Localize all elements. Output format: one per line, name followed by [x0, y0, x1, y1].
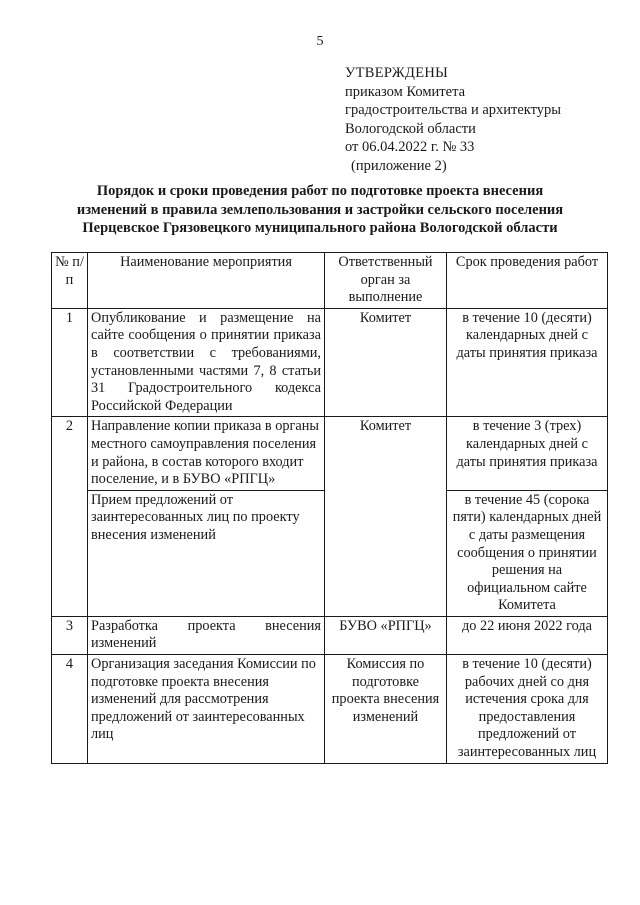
header-responsible-body: Ответственный орган за выполнение [325, 253, 447, 309]
row-responsible: Комитет [325, 417, 447, 617]
title-line: изменений в правила землепользования и застройки сельского поселения [76, 201, 564, 218]
header-term: Срок проведения работ [447, 253, 608, 309]
row-term: в течение 10 (десяти) рабочих дней со дня истечения срока для предоставления предложений от заинтересованных лиц [447, 655, 608, 764]
approval-line: Вологодской области [345, 120, 476, 137]
title-line: Порядок и сроки проведения работ по подготовке проекта внесения [96, 183, 544, 199]
approval-appendix: (приложение 2) [351, 157, 447, 174]
approval-line: градостроительства и архитектуры [345, 102, 562, 118]
schedule-table [51, 252, 608, 764]
row-activity: Прием предложений от заинтересованных лиц по проекту внесения изменений [88, 490, 325, 616]
row-activity: Разработка проекта внесения изменений [88, 616, 325, 654]
row-responsible: Комитет [325, 308, 447, 417]
title-line: Перцевское Грязовецкого муниципального района Вологодской области [82, 220, 558, 236]
approval-date-number: от 06.04.2022 г. № 33 [345, 139, 475, 155]
table-row [52, 308, 608, 417]
table-row [52, 417, 608, 490]
row-term: в течение 10 (десяти) календарных дней с даты принятия приказа [447, 308, 608, 417]
row-term: в течение 45 (сорока пяти) календарных дней с даты размещения сообщения о принятии решения на официальном сайте Комитета [447, 490, 608, 616]
row-number: 1 [52, 308, 88, 417]
document-title [40, 182, 600, 238]
table-row [52, 655, 608, 764]
table-row [52, 616, 608, 654]
row-number: 2 [52, 417, 88, 617]
row-responsible: Комиссия по подготовке проекта внесения изменений [325, 655, 447, 764]
row-term: в течение 3 (трех) календарных дней с даты принятия приказа [447, 417, 608, 490]
header-number: № п/п [52, 253, 88, 309]
page-number: 5 [316, 34, 324, 49]
row-number: 4 [52, 655, 88, 764]
approval-heading: УТВЕРЖДЕНЫ [345, 65, 449, 81]
table-header-row [52, 253, 608, 309]
row-activity: Направление копии приказа в органы местного самоуправления поселения и района, в состав которого входит поселение, и в БУВО «РПГЦ» [88, 417, 325, 490]
row-activity: Опубликование и размещение на сайте сообщения о принятии приказа в соответствии с требованиями, установленными частями 7, 8 статьи 31 Градостроительного кодекса Российской Федерации [88, 308, 325, 417]
header-activity-name: Наименование мероприятия [88, 253, 325, 309]
row-term: до 22 июня 2022 года [447, 616, 608, 654]
row-responsible: БУВО «РПГЦ» [325, 616, 447, 654]
approval-stamp [345, 64, 561, 175]
row-number: 3 [52, 616, 88, 654]
row-activity: Организация заседания Комиссии по подготовке проекта внесения изменений для рассмотрения предложений от заинтересованных лиц [88, 655, 325, 764]
approval-line: приказом Комитета [345, 83, 466, 100]
